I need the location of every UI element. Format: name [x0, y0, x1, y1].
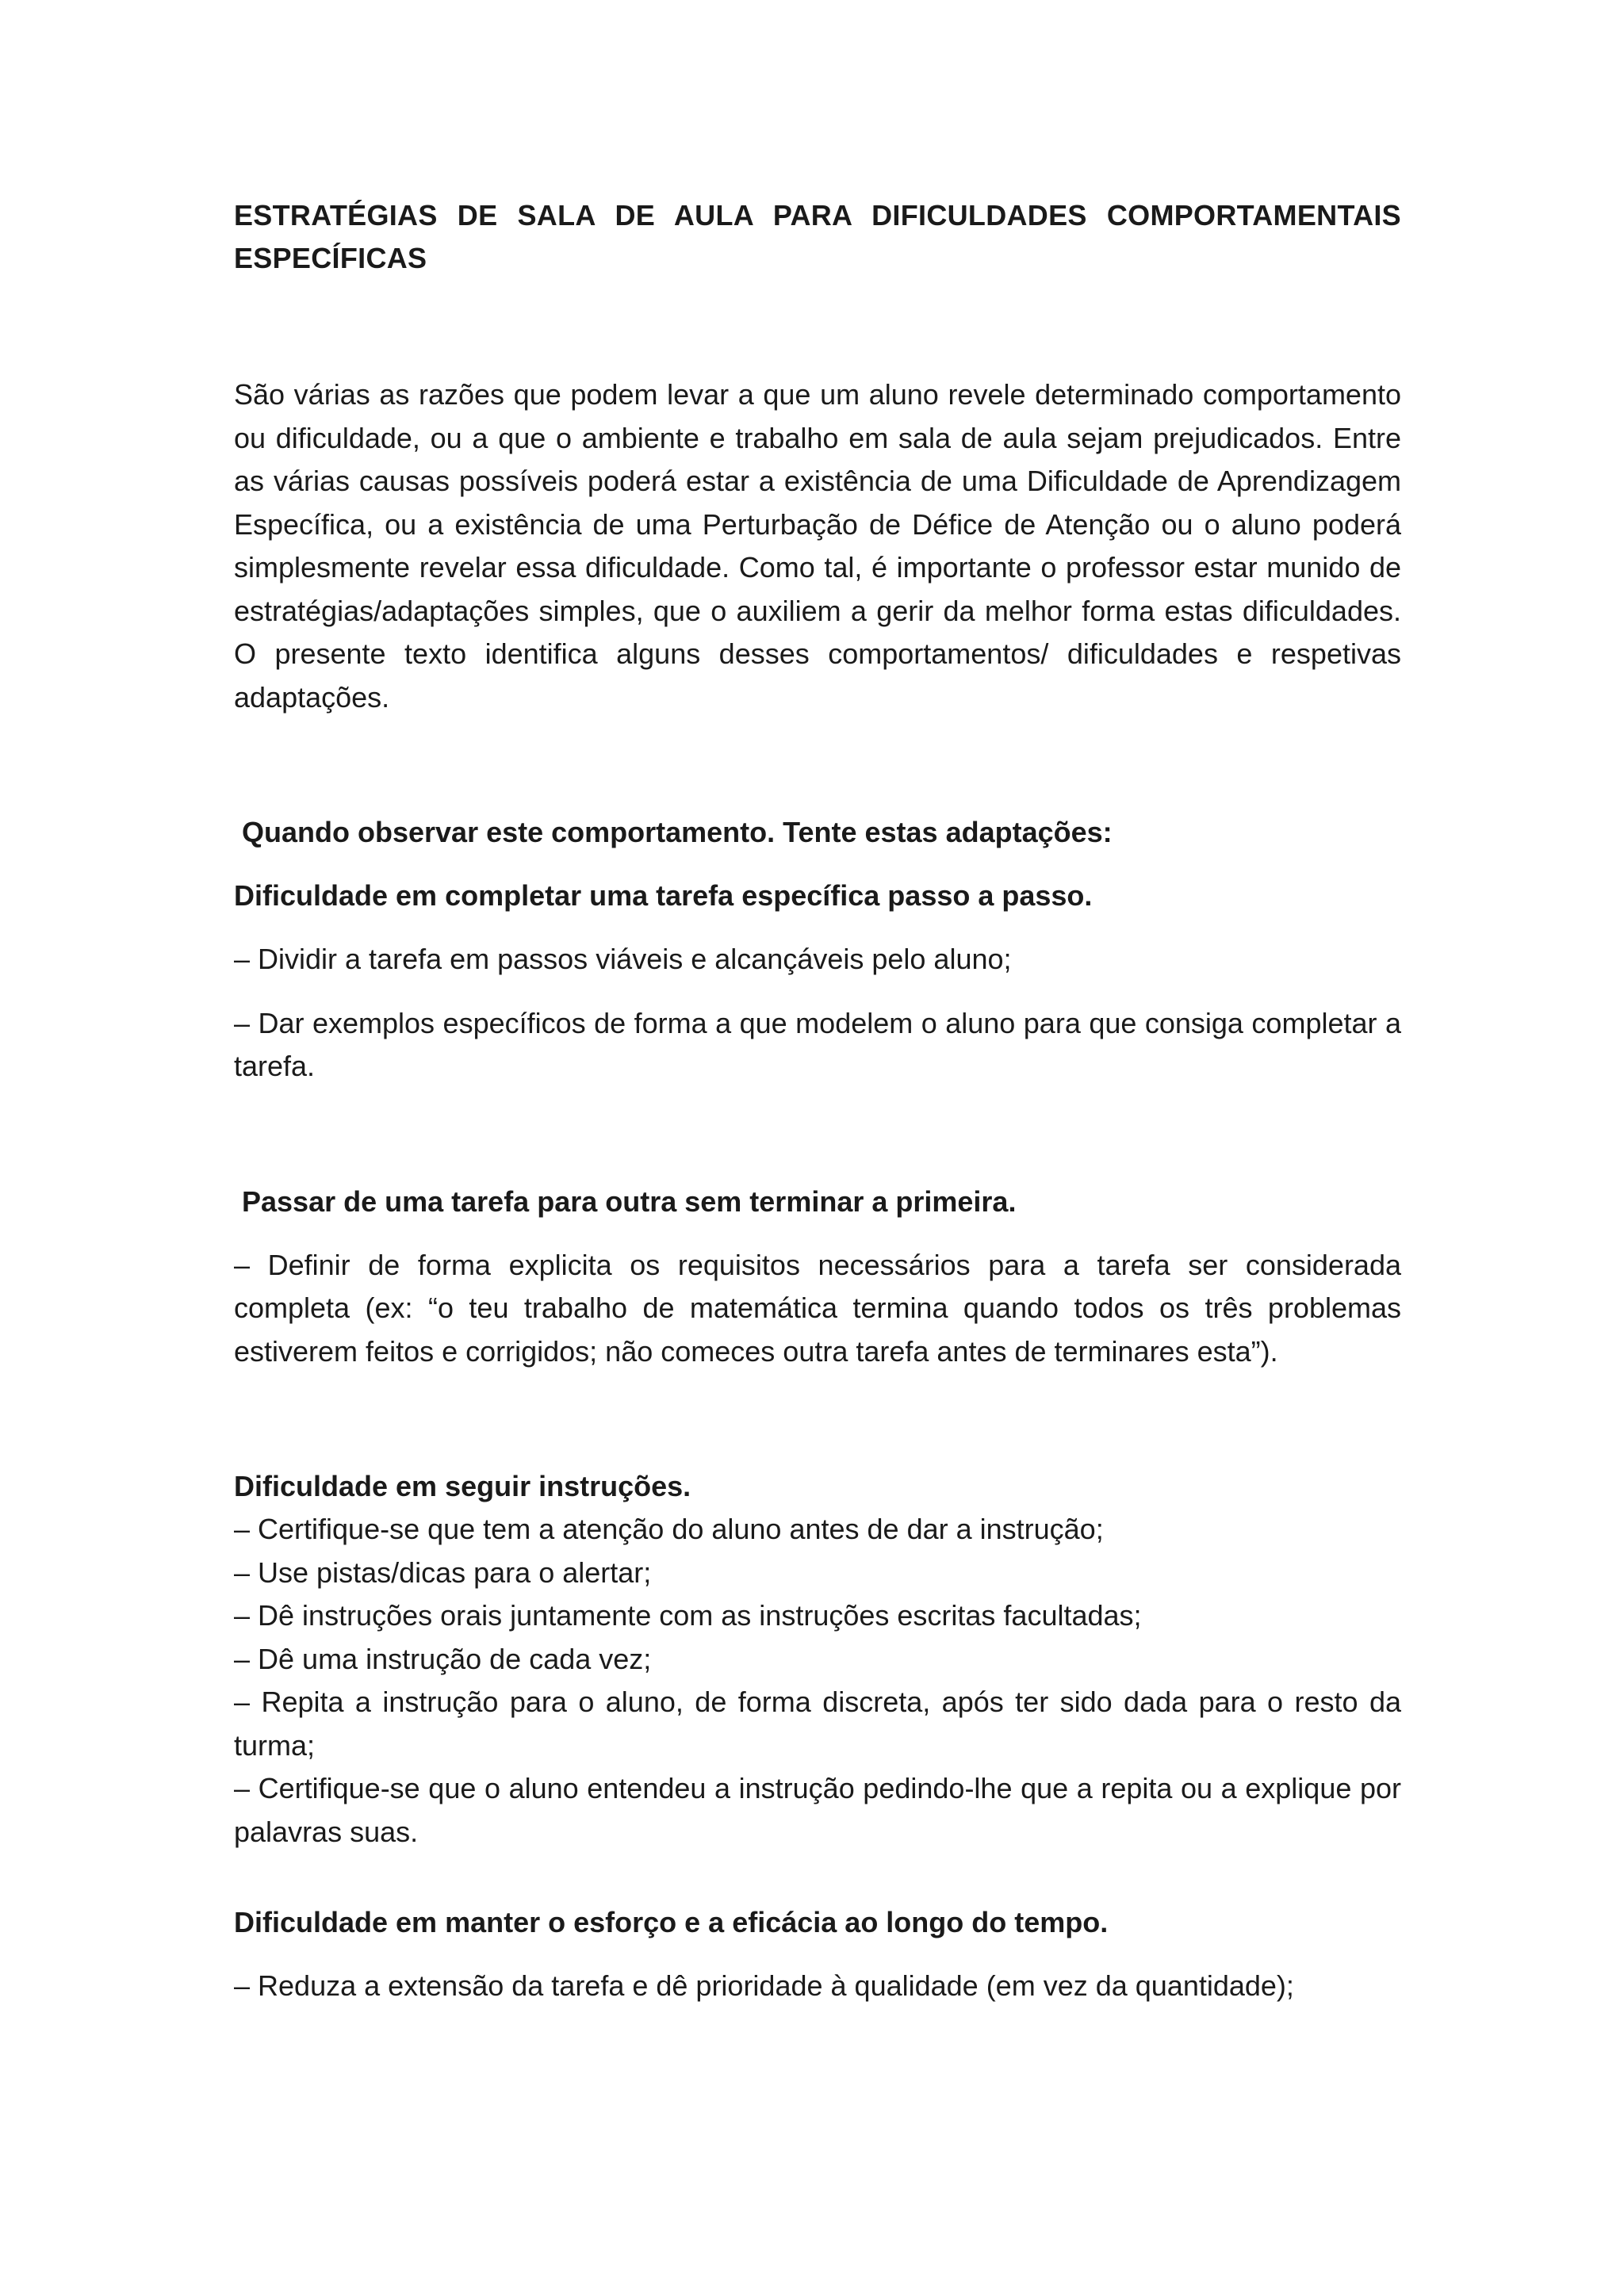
document-page [234, 194, 1401, 2008]
section-3-item: – Use pistas/dicas para o alertar; [234, 1556, 652, 1589]
section-1-heading: Dificuldade em completar uma tarefa específica passo a passo. [234, 879, 1093, 912]
title-line-1: ESTRATÉGIAS DE SALA DE AULA PARA DIFICULDADES COMPORTAMENTAIS [234, 199, 1401, 232]
observe-heading: Quando observar este comportamento. Tente estas adaptações: [242, 816, 1113, 848]
section-4-heading: Dificuldade em manter o esforço e a eficácia ao longo do tempo. [234, 1906, 1109, 1938]
section-3-item: – Repita a instrução para o aluno, de forma discreta, após ter sido dada para o resto da turma; [234, 1686, 1401, 1762]
section-1-item: – Dar exemplos específicos de forma a que modelem o aluno para que consiga completar a tarefa. [234, 1006, 1401, 1082]
section-3-item: – Dê uma instrução de cada vez; [234, 1642, 652, 1675]
section-3-heading: Dificuldade em seguir instruções. [234, 1470, 691, 1502]
section-3-item: – Certifique-se que o aluno entendeu a instrução pedindo-lhe que a repita ou a explique por palavras suas. [234, 1772, 1401, 1848]
section-2-heading: Passar de uma tarefa para outra sem terminar a primeira. [242, 1184, 1017, 1218]
document-title [234, 194, 1401, 280]
title-line-2: ESPECÍFICAS [234, 242, 427, 274]
section-4-item: – Reduza a extensão da tarefa e dê prioridade à qualidade (em vez da quantidade); [234, 1969, 1294, 2002]
section-3-item: – Certifique-se que tem a atenção do aluno antes de dar a instrução; [234, 1513, 1104, 1545]
section-2-item: – Definir de forma explicita os requisitos necessários para a tarefa ser considerada completa (ex: “o teu trabalho de matemática termina quando todos os três problemas estiverem feitos e corrigidos; não comeces outra tarefa antes de terminares esta”). [234, 1248, 1401, 1368]
intro-paragraph: São várias as razões que podem levar a que um aluno revele determinado comportamento ou dificuldade, ou a que o ambiente e trabalho em sala de aula sejam prejudicados. Entre as várias causas possíveis poderá estar a existência de uma Dificuldade de Aprendizagem Específica, ou a existência de uma Perturbação de Défice de Atenção ou o aluno poderá simplesmente revelar essa dificuldade. Como tal, é importante o professor estar munido de estratégias/adaptações simples, que o auxiliem a gerir da melhor forma estas dificuldades. O presente texto identifica alguns desses comportamentos/ dificuldades e respetivas adaptações. [234, 378, 1401, 714]
section-1-item: – Dividir a tarefa em passos viáveis e alcançáveis pelo aluno; [234, 943, 1012, 975]
section-3-item: – Dê instruções orais juntamente com as instruções escritas facultadas; [234, 1599, 1142, 1632]
